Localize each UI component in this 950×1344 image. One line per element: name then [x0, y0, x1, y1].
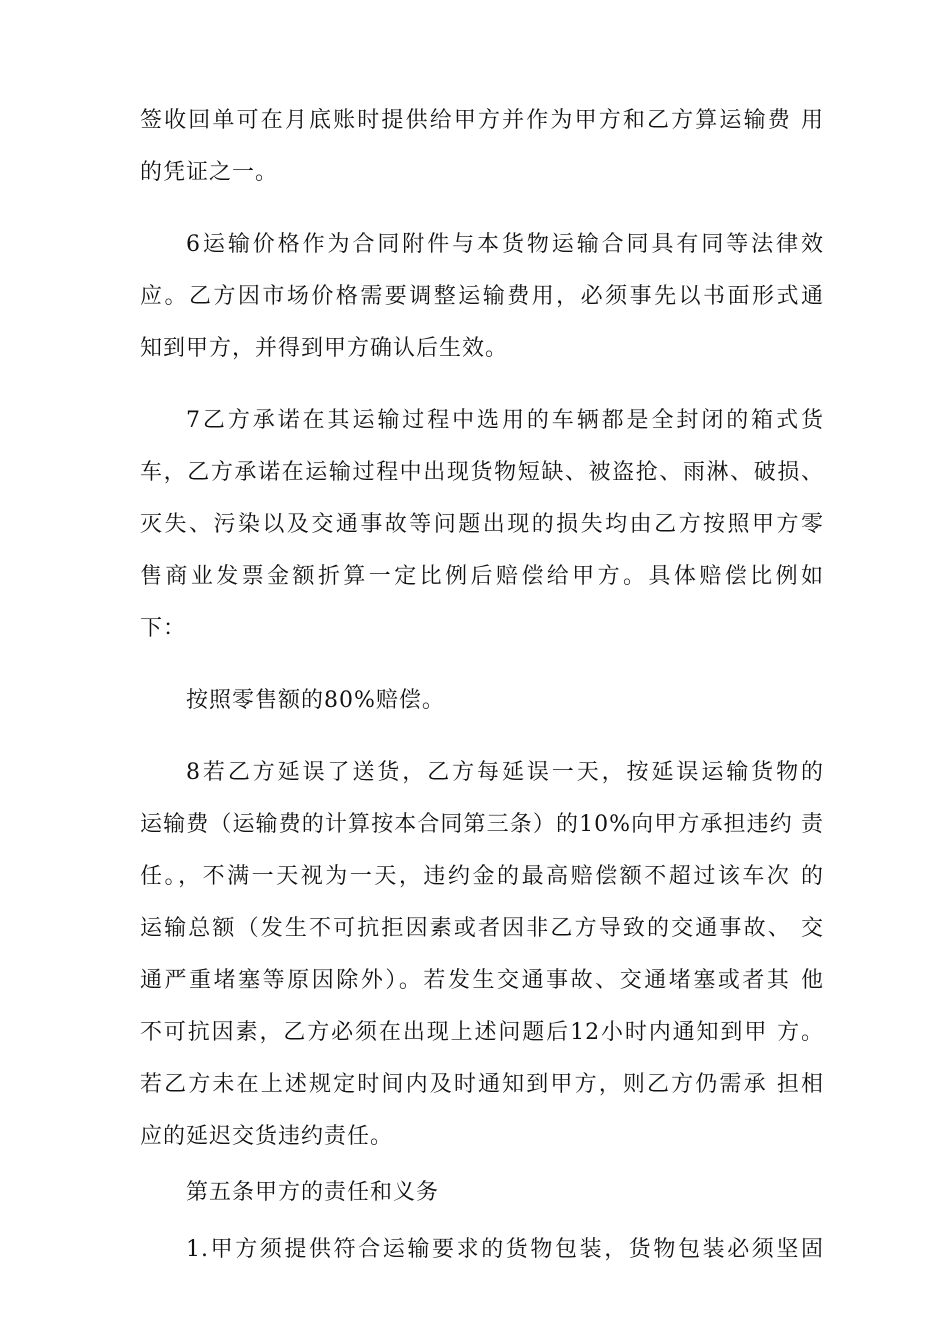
text-line: 若乙方未在上述规定时间内及时通知到甲方，则乙方仍需承 担相 — [140, 1072, 824, 1097]
text-line: 车，乙方承诺在运输过程中出现货物短缺、被盗抢、雨淋、破损、 — [140, 460, 824, 485]
text-line: 售商业发票金额折算一定比例后赔偿给甲方。具体赔偿比例如 — [140, 564, 824, 589]
text-line: 运输费（运输费的计算按本合同第三条）的10%向甲方承担违约 责 — [140, 812, 824, 837]
section-heading: 第五条甲方的责任和义务 — [186, 1180, 440, 1205]
text-line: 知到甲方，并得到甲方确认后生效。 — [140, 336, 509, 361]
text-line: 6运输价格作为合同附件与本货物运输合同具有同等法律效 — [186, 232, 824, 257]
text-line: 的凭证之一。 — [140, 160, 279, 185]
text-line: 应。乙方因市场价格需要调整运输费用，必须事先以书面形式通 — [140, 284, 824, 309]
text-line: 灭失、污染以及交通事故等问题出现的损失均由乙方按照甲方零 — [140, 512, 824, 537]
text-line: 运输总额（发生不可抗拒因素或者因非乙方导致的交通事故、 交 — [140, 916, 824, 941]
text-line: 应的延迟交货违约责任。 — [140, 1124, 394, 1149]
text-line: 7乙方承诺在其运输过程中选用的车辆都是全封闭的箱式货 — [186, 408, 824, 433]
text-line: 签收回单可在月底账时提供给甲方并作为甲方和乙方算运输费 用 — [140, 108, 824, 133]
text-line: 按照零售额的80%赔偿。 — [186, 688, 445, 713]
text-line: 通严重堵塞等原因除外）。若发生交通事故、交通堵塞或者其 他 — [140, 968, 824, 993]
text-line: 1.甲方须提供符合运输要求的货物包装，货物包装必须坚固 — [186, 1237, 824, 1262]
text-line: 8若乙方延误了送货，乙方每延误一天，按延误运输货物的 — [186, 760, 824, 785]
text-line: 下： — [140, 616, 187, 641]
text-line: 任。，不满一天视为一天，违约金的最高赔偿额不超过该车次 的 — [140, 864, 824, 889]
text-line: 不可抗因素，乙方必须在出现上述问题后12小时内通知到甲 方。 — [140, 1020, 824, 1045]
